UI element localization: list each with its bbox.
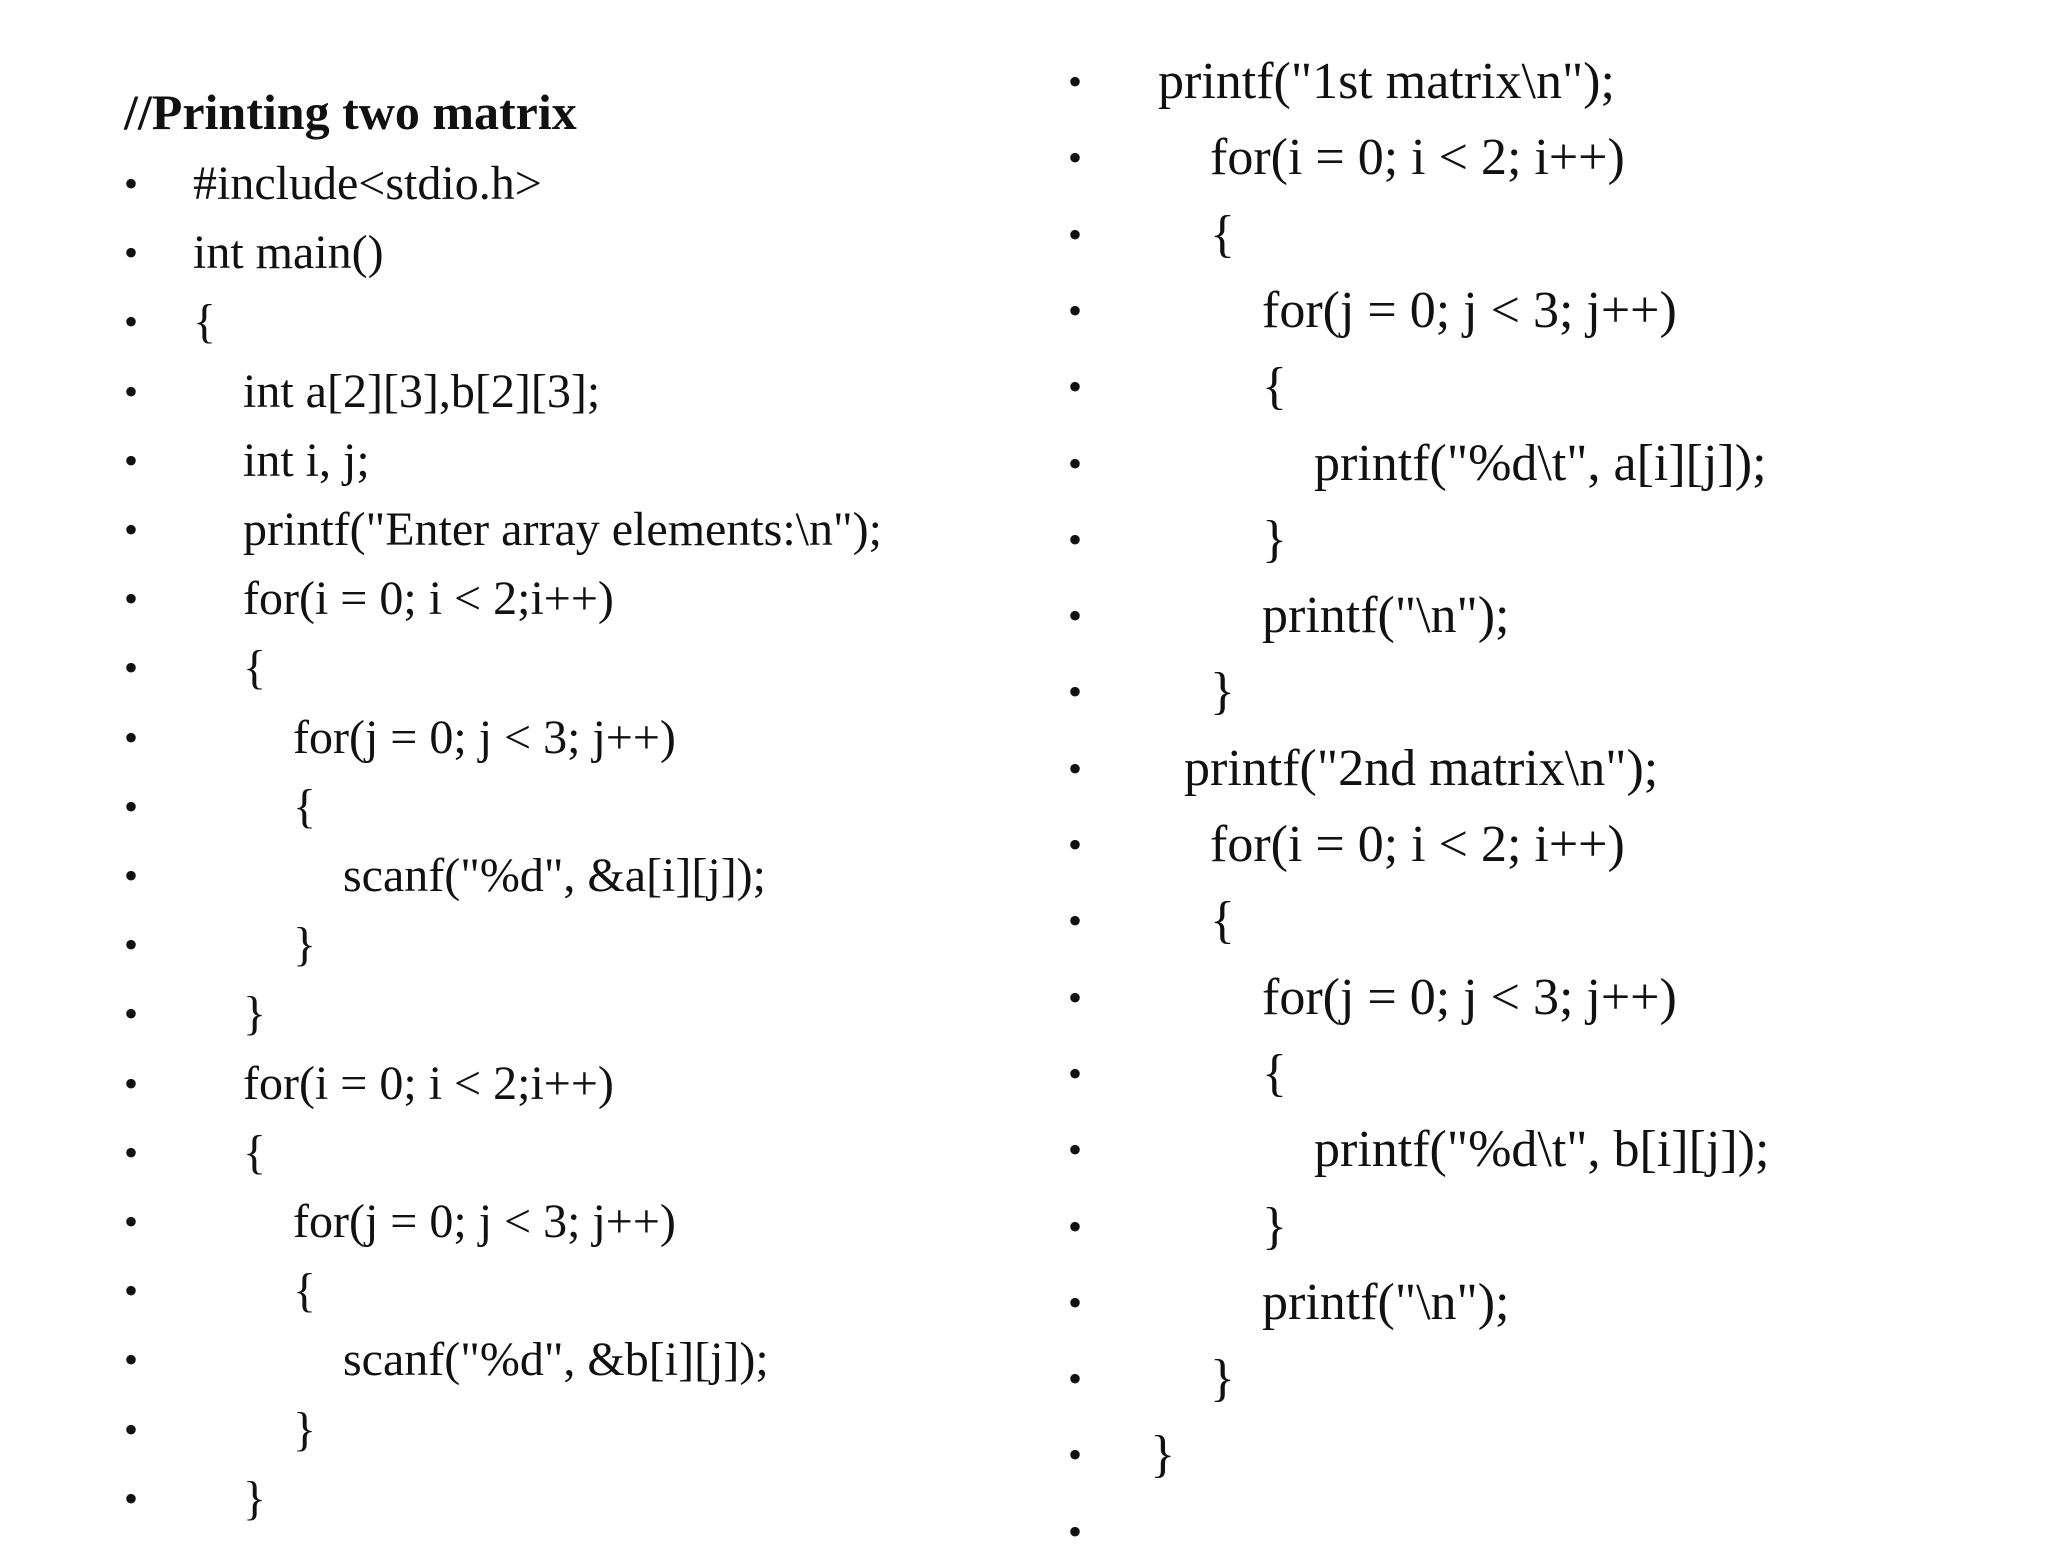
code-text: for(j = 0; j < 3; j++) [1262, 281, 1677, 339]
code-text: printf("2nd matrix\n"); [1184, 739, 1659, 797]
bullet-icon: • [124, 437, 139, 483]
code-text: { [1262, 1044, 1287, 1102]
bullet-icon: • [1068, 1432, 1083, 1478]
code-text: printf("\n"); [1262, 1273, 1510, 1331]
bullet-icon: • [1068, 822, 1083, 867]
bullet-icon: • [124, 1406, 139, 1452]
bullet-icon: • [124, 1060, 139, 1106]
code-text: int i, j; [243, 433, 370, 487]
code-line [0, 968, 1677, 1028]
code-text: #include<stdio.h> [193, 157, 542, 210]
bullet-icon: • [1068, 898, 1083, 944]
bullet-icon: • [124, 922, 139, 968]
code-text: { [243, 1125, 267, 1179]
code-text: { [243, 641, 267, 695]
bullet-icon: • [124, 1475, 139, 1521]
bullet-icon: • [124, 576, 139, 622]
code-text: printf("1st matrix\n"); [1158, 53, 1615, 110]
code-text: } [293, 1402, 317, 1456]
code-text: int a[2][3],b[2][3]; [243, 364, 601, 418]
code-text: { [293, 779, 317, 833]
bullet-icon: • [124, 714, 139, 760]
code-line [0, 739, 1659, 799]
bullet-icon: • [1068, 135, 1083, 181]
code-text: for(j = 0; j < 3; j++) [1262, 968, 1677, 1026]
code-text: } [1262, 510, 1287, 568]
code-text: printf("Enter array elements:\n"); [243, 503, 882, 556]
code-text: { [1262, 358, 1287, 416]
code-text: scanf("%d", &a[i][j]); [343, 849, 766, 902]
bullet-icon: • [1068, 1356, 1083, 1402]
code-text: { [1210, 205, 1235, 263]
bullet-icon: • [124, 507, 139, 552]
code-text: } [1150, 1426, 1176, 1484]
code-line [0, 1273, 1510, 1333]
bullet-icon: • [1068, 364, 1083, 410]
code-text: for(i = 0; i < 2; i++) [1210, 129, 1625, 187]
bullet-icon: • [1068, 59, 1083, 104]
bullet-icon: • [1068, 211, 1083, 257]
code-text: { [293, 1264, 317, 1318]
bullet-icon: • [124, 853, 139, 898]
code-line [0, 1120, 1770, 1180]
bullet-icon: • [124, 1268, 139, 1314]
code-text: for(j = 0; j < 3; j++) [293, 1195, 676, 1248]
code-line [0, 891, 1235, 951]
code-text: for(i = 0; i < 2; i++) [1210, 816, 1625, 873]
code-text: for(j = 0; j < 3; j++) [293, 710, 676, 764]
code-text: printf("%d\t", b[i][j]); [1314, 1121, 1770, 1179]
bullet-icon: • [1068, 745, 1083, 791]
code-line [0, 281, 1677, 341]
bullet-icon: • [124, 299, 139, 345]
bullet-icon: • [1068, 1203, 1083, 1249]
bullet-icon: • [1068, 593, 1083, 639]
bullet-icon: • [124, 783, 139, 829]
bullet-icon: • [1068, 974, 1083, 1020]
code-text: printf("\n"); [1262, 587, 1510, 645]
bullet-icon: • [1068, 1508, 1083, 1554]
code-text: for(i = 0; i < 2;i++) [243, 572, 614, 626]
code-text: scanf("%d", &b[i][j]); [343, 1333, 769, 1387]
bullet-icon: • [124, 368, 139, 414]
bullet-icon: • [1068, 1279, 1083, 1325]
code-line [0, 662, 1235, 722]
code-text: printf("%d\t", a[i][j]); [1314, 434, 1767, 492]
code-text: } [1210, 1350, 1235, 1408]
code-text: } [293, 918, 317, 972]
code-text: int main() [193, 226, 384, 280]
bullet-icon: • [124, 161, 139, 206]
bullet-icon: • [1068, 1050, 1083, 1096]
bullet-icon: • [124, 230, 139, 276]
bullet-icon: • [1068, 440, 1083, 486]
bullet-icon: • [124, 1129, 139, 1175]
bullet-icon: • [1068, 669, 1083, 715]
code-text: { [1210, 892, 1235, 950]
code-text: } [243, 1471, 267, 1525]
page-title: //Printing two matrix [124, 84, 577, 140]
code-line [0, 815, 1625, 875]
bullet-icon: • [1068, 1127, 1083, 1173]
bullet-icon: • [1068, 516, 1083, 562]
bullet-icon: • [1068, 287, 1083, 333]
code-text: } [243, 987, 267, 1041]
code-text: for(i = 0; i < 2;i++) [243, 1056, 614, 1110]
bullet-icon: • [124, 1199, 139, 1244]
code-text: } [1262, 1197, 1287, 1255]
code-text: } [1210, 663, 1235, 721]
code-line [0, 1425, 1176, 1485]
bullet-icon: • [124, 1337, 139, 1383]
code-text: { [193, 295, 217, 349]
bullet-icon: • [124, 991, 139, 1037]
bullet-icon: • [124, 645, 139, 691]
code-line [0, 1502, 1083, 1562]
